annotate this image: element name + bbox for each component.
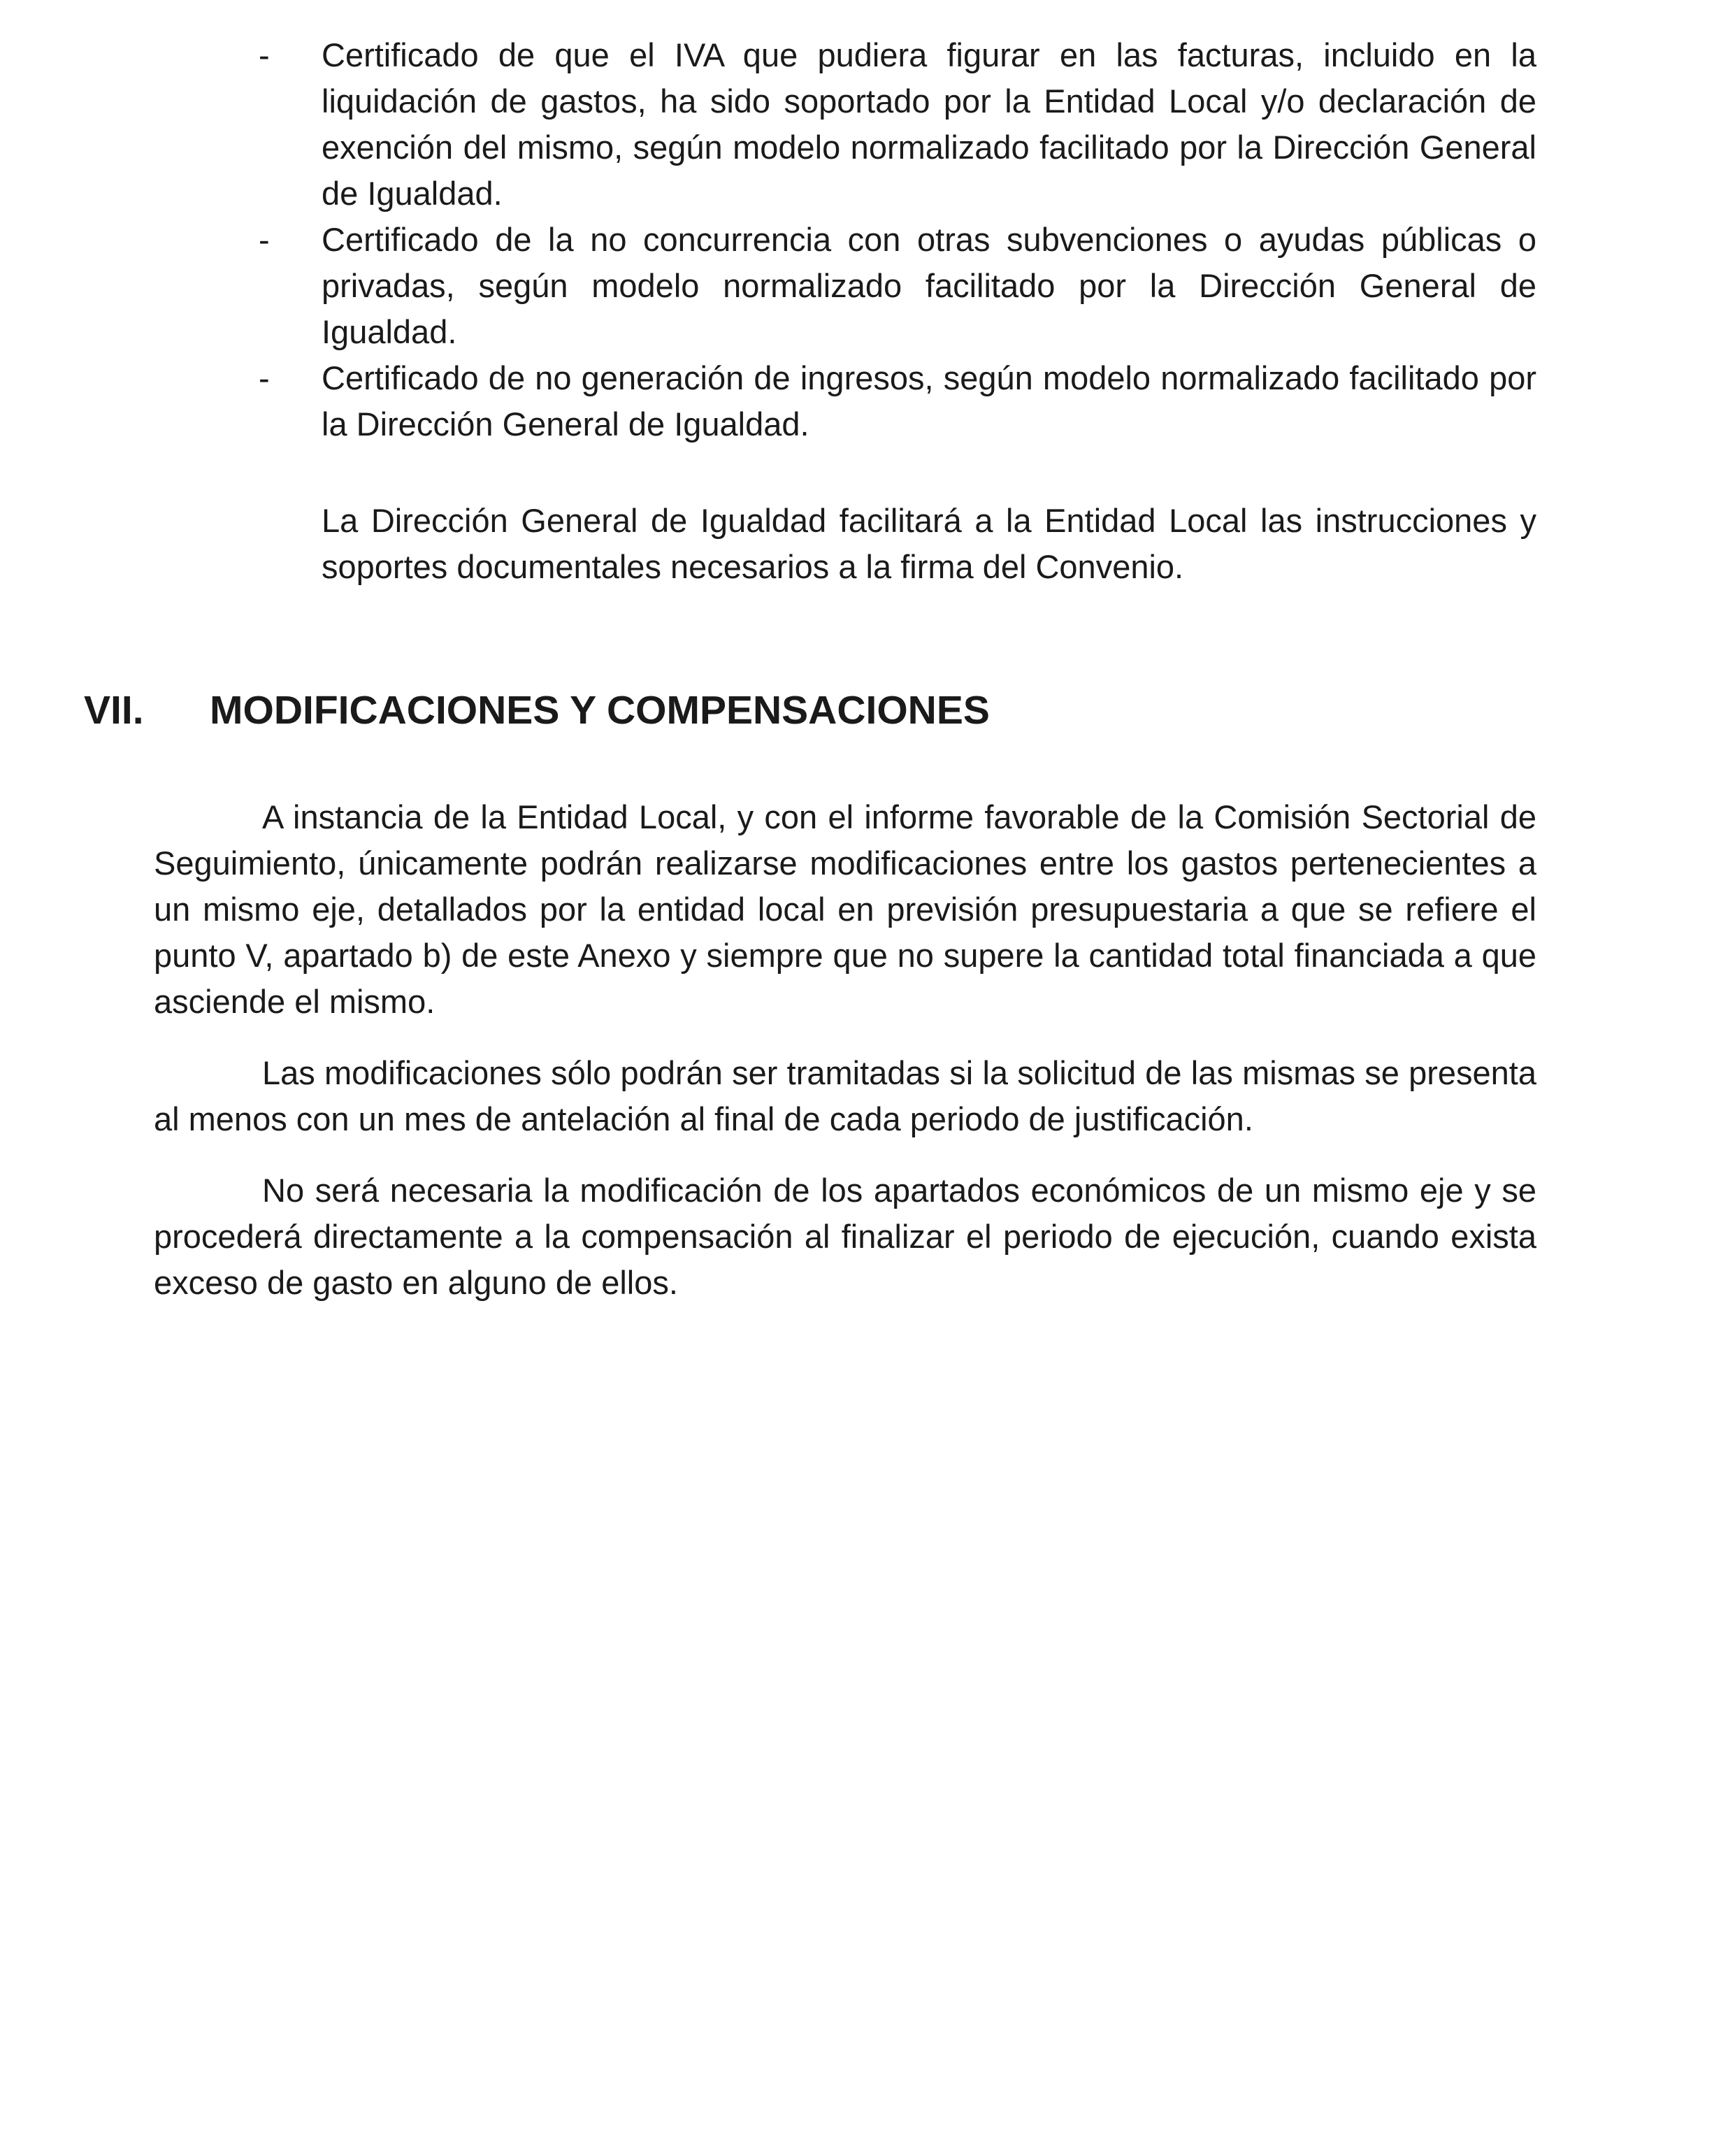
requirements-list <box>259 32 1536 447</box>
paragraph: Las modificaciones sólo podrán ser tramitadas si la solicitud de las mismas se presenta al menos con un mes de antelación al final de cada periodo de justificación. <box>154 1054 1536 1137</box>
list-item <box>259 355 1536 447</box>
bullet-dash: - <box>259 359 270 396</box>
list-item-text: Certificado de que el IVA que pudiera figurar en las facturas, incluido en la liquidación de gastos, ha sido soportado por la Entidad Local y/o declaración de exención del mismo, según modelo normalizado facilitado por la Dirección General de Igualdad. <box>322 36 1536 212</box>
list-item-text: Certificado de la no concurrencia con otras subvenciones o ayudas públicas o privadas, según modelo normalizado facilitado por la Dirección General de Igualdad. <box>322 221 1536 350</box>
bullet-dash: - <box>259 36 270 73</box>
list-item <box>259 32 1536 217</box>
section-title: MODIFICACIONES Y COMPENSACIONES <box>210 688 990 733</box>
list-item <box>259 217 1536 355</box>
paragraph: A instancia de la Entidad Local, y con el informe favorable de la Comisión Sectorial de Seguimiento, únicamente podrán realizarse modificaciones entre los gastos pertenecientes a un mismo eje, detallados por la entidad local en previsión presupuestaria a que se refiere el punto V, apartado b) de este Anexo y siempre que no supere la cantidad total financiada a que asciende el mismo. <box>154 798 1536 1020</box>
instructions-note: La Dirección General de Igualdad facilitará a la Entidad Local las instrucciones y soportes documentales necesarios a la firma del Convenio. <box>322 502 1536 585</box>
bullet-dash: - <box>259 221 270 258</box>
section-number: VII. <box>84 688 144 733</box>
list-item-text: Certificado de no generación de ingresos, según modelo normalizado facilitado por la Dirección General de Igualdad. <box>322 359 1536 443</box>
section-heading <box>84 682 1482 738</box>
section-body <box>154 794 1536 1331</box>
paragraph: No será necesaria la modificación de los apartados económicos de un mismo eje y se procederá directamente a la compensación al finalizar el periodo de ejecución, cuando exista exceso de gasto en alguno de ellos. <box>154 1172 1536 1301</box>
